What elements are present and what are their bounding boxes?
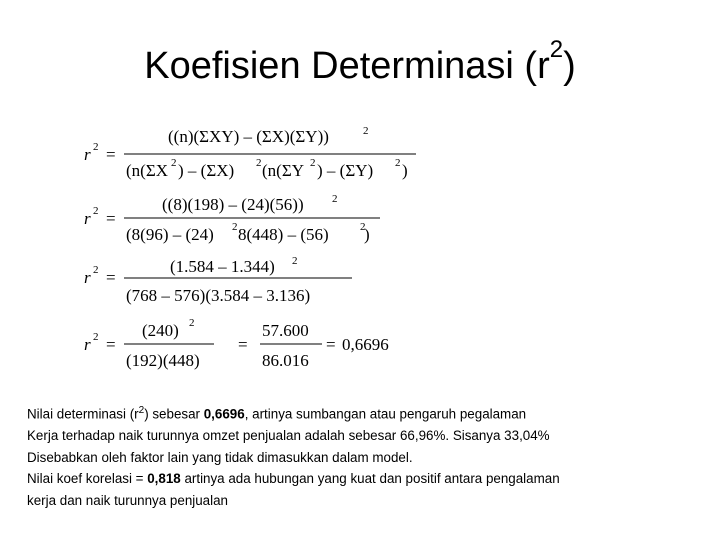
formula-4-denominator: (192)(448) <box>126 351 200 370</box>
formula-4-result: 0,6696 <box>342 335 389 354</box>
paragraph-line-3: Disebabkan oleh faktor lain yang tidak dimasukkan dalam model. <box>27 449 413 465</box>
paragraph-line-5: kerja dan naik turunnya penjualan <box>27 492 229 508</box>
formula-2-numerator-sup: 2 <box>332 193 338 205</box>
formula-2-lhs-sup: 2 <box>93 205 99 217</box>
formula-2-lhs: r <box>84 209 91 228</box>
determination-value: 0,6696 <box>203 406 245 422</box>
formula-2-equals: = <box>106 209 116 228</box>
formula-1-lhs-sup: 2 <box>93 141 99 153</box>
formula-4-equals-2: = <box>238 335 248 354</box>
formula-1-equals: = <box>106 145 116 164</box>
line4-text-b: artinya ada hubungan yang kuat dan positif antara pengalaman <box>180 471 560 487</box>
formula-4-denominator-2: 86.016 <box>262 351 309 370</box>
formula-2 <box>84 193 380 244</box>
slide-title <box>0 36 720 90</box>
title-close: ) <box>563 45 576 87</box>
formula-1-den-e: ) <box>402 161 408 180</box>
title-text: Koefisien Determinasi (r <box>144 45 550 87</box>
formula-1 <box>84 125 416 180</box>
formula-1-den-sup-3: 2 <box>310 157 316 169</box>
formula-1-den-sup-2: 2 <box>256 157 262 169</box>
title-superscript: 2 <box>549 36 564 63</box>
formula-1-lhs: r <box>84 145 91 164</box>
formula-3-numerator: (1.584 – 1.344) <box>170 257 275 276</box>
formula-1-den-c: (n(ΣY <box>262 161 304 180</box>
formula-4-lhs-sup: 2 <box>93 331 99 343</box>
explanation-paragraph <box>27 400 707 511</box>
line1-text-c: , artinya sumbangan atau pengaruh pegalaman <box>244 406 527 422</box>
formula-4-equals: = <box>106 335 116 354</box>
formula-2-numerator: ((8)(198) – (24)(56)) <box>162 195 304 214</box>
formula-4-equals-3: = <box>326 335 336 354</box>
formula-block <box>84 120 444 380</box>
formula-2-den-sup-1: 2 <box>232 221 238 233</box>
formula-1-den-sup-4: 2 <box>395 157 401 169</box>
formula-4-numerator-sup: 2 <box>189 317 195 329</box>
formula-1-den-d: ) – (ΣY) <box>317 161 374 180</box>
formula-1-den-b: ) – (ΣX) <box>178 161 235 180</box>
formula-1-den-sup-1: 2 <box>171 157 177 169</box>
line1-superscript: 2 <box>138 405 145 416</box>
formula-2-den-a: (8(96) – (24) <box>126 225 214 244</box>
formula-1-numerator: ((n)(ΣXY) – (ΣX)(ΣY)) <box>168 127 329 146</box>
paragraph-line-2: Kerja terhadap naik turunnya omzet penjualan adalah sebesar 66,96%. Sisanya 33,04% <box>27 428 550 444</box>
correlation-value: 0,818 <box>147 471 181 487</box>
formula-1-den-a: (n(ΣX <box>126 161 168 180</box>
formula-2-den-c: ) <box>364 225 370 244</box>
formula-4-lhs: r <box>84 335 91 354</box>
formula-3-denominator: (768 – 576)(3.584 – 3.136) <box>126 286 311 305</box>
line1-text-b: ) sebesar <box>144 406 204 422</box>
formula-4-numerator-2: 57.600 <box>262 321 309 340</box>
formula-1-numerator-sup: 2 <box>363 125 369 137</box>
formula-3-equals: = <box>106 268 116 287</box>
paragraph-line-1 <box>27 400 707 425</box>
formula-2-den-b: 8(448) – (56) <box>238 225 329 244</box>
line4-text-a: Nilai koef korelasi = <box>27 471 148 487</box>
line1-text-a: Nilai determinasi (r <box>27 406 139 422</box>
formula-3-lhs: r <box>84 268 91 287</box>
formula-2-den-sup-2: 2 <box>360 221 366 233</box>
paragraph-line-4 <box>27 468 707 490</box>
formula-3-lhs-sup: 2 <box>93 264 99 276</box>
formula-3-numerator-sup: 2 <box>292 255 298 267</box>
formula-4 <box>84 317 389 370</box>
formula-svg <box>84 120 444 380</box>
formula-3 <box>84 255 352 305</box>
formula-4-numerator: (240) <box>142 321 179 340</box>
